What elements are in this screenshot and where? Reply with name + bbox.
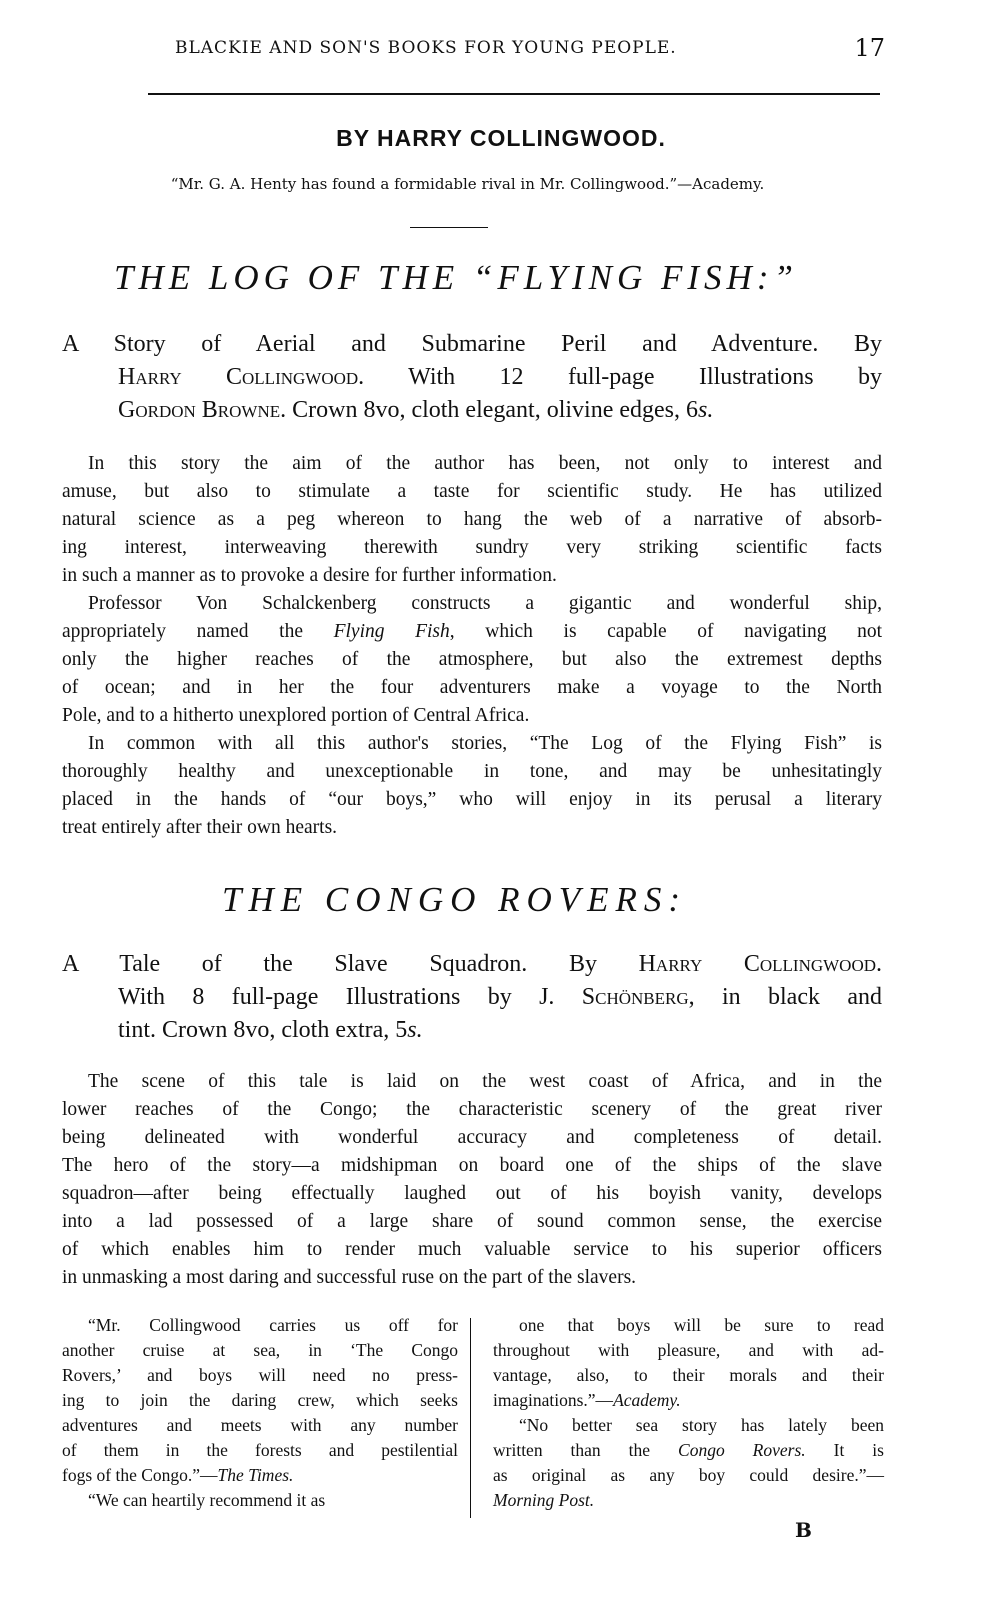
text-run: adventures and meets with any number xyxy=(62,1415,458,1435)
text-run: “Mr. Collingwood carries us off for xyxy=(88,1315,458,1335)
text-run: as original as any boy could desire.”— xyxy=(493,1465,884,1485)
text-line xyxy=(493,1388,884,1413)
text-run: placed in the hands of “our boys,” who will enjoy in its perusal a literary xyxy=(62,789,882,810)
text-run: A Story of Aerial and Submarine Peril and Adventure. By xyxy=(62,331,882,357)
text-run: The scene of this tale is laid on the west coast of Africa, and in the xyxy=(88,1071,882,1092)
text-run: In this story the aim of the author has been, not only to interest and xyxy=(88,453,882,474)
text-line xyxy=(62,1413,458,1438)
text-run: throughout with pleasure, and with ad- xyxy=(493,1340,884,1360)
book-description xyxy=(62,450,882,842)
text-run: , in black and xyxy=(688,984,882,1010)
text-run: The Times. xyxy=(217,1465,294,1485)
text-line xyxy=(62,1463,458,1488)
text-run: one that boys will be sure to read xyxy=(519,1315,884,1335)
text-line xyxy=(62,1338,458,1363)
text-line xyxy=(62,394,882,427)
book-description xyxy=(62,1068,882,1292)
text-line xyxy=(62,1208,882,1236)
page-number: 17 xyxy=(854,34,885,62)
text-run: in such a manner as to provoke a desire for further information. xyxy=(62,565,557,586)
text-run: Crown 8vo, cloth elegant, olivine edges, 6 xyxy=(286,397,699,423)
press-quote: “Mr. G. A. Henty has found a formidable rival in Mr. Collingwood.”—Academy. xyxy=(170,175,765,193)
text-line xyxy=(62,1236,882,1264)
text-run: Congo Rovers. xyxy=(678,1440,806,1460)
text-run: imaginations.”— xyxy=(493,1390,614,1410)
text-run: Academy. xyxy=(613,1390,681,1410)
text-line xyxy=(62,730,882,758)
text-line xyxy=(493,1313,884,1338)
text-run: tint. Crown 8vo, cloth extra, 5 xyxy=(118,1017,408,1043)
text-run: , which is capable of navigating not xyxy=(449,621,882,642)
text-run: of them in the forests and pestilential xyxy=(62,1440,458,1460)
text-run: in unmasking a most daring and successful ruse on the part of the slavers. xyxy=(62,1267,637,1288)
text-run: Schönberg xyxy=(581,984,689,1010)
text-line xyxy=(62,328,882,361)
header-rule xyxy=(148,93,880,95)
text-run: of which enables him to render much valuable service to his superior officers xyxy=(62,1239,882,1260)
text-run: treat entirely after their own hearts. xyxy=(62,817,338,838)
signature-mark: B xyxy=(795,1518,812,1542)
text-line xyxy=(62,562,882,590)
text-run: Morning Post. xyxy=(493,1490,595,1510)
text-run: Pole, and to a hitherto unexplored portion of Central Africa. xyxy=(62,705,530,726)
text-run: vantage, also, to their morals and their xyxy=(493,1365,884,1385)
text-line xyxy=(493,1338,884,1363)
section-rule xyxy=(410,227,488,228)
text-line xyxy=(62,981,882,1014)
book-title: THE LOG OF THE “FLYING FISH:” xyxy=(114,258,798,297)
reviews-left-column xyxy=(62,1313,458,1513)
text-line xyxy=(62,478,882,506)
text-line xyxy=(62,674,882,702)
text-line xyxy=(62,590,882,618)
running-header xyxy=(175,34,885,62)
text-line xyxy=(62,758,882,786)
book-subtitle xyxy=(62,328,882,427)
text-run: In common with all this author's stories, “The Log of the Flying Fish” is xyxy=(88,733,882,754)
text-run: Gordon Browne. xyxy=(118,397,287,423)
text-line xyxy=(62,786,882,814)
text-line xyxy=(493,1413,884,1438)
text-run: fogs of the Congo.”— xyxy=(62,1465,218,1485)
text-line xyxy=(62,1180,882,1208)
text-run: s. xyxy=(407,1017,423,1043)
book-title: THE CONGO ROVERS: xyxy=(222,880,688,919)
text-run: natural science as a peg whereon to hang the web of a narrative of absorb- xyxy=(62,509,882,530)
text-line xyxy=(62,618,882,646)
text-run: thoroughly healthy and unexceptionable in tone, and may be unhesitatingly xyxy=(62,761,882,782)
text-line xyxy=(62,814,882,842)
text-run: appropriately named the xyxy=(62,621,334,642)
text-line xyxy=(62,1438,458,1463)
text-line xyxy=(62,646,882,674)
text-line xyxy=(62,1313,458,1338)
text-line xyxy=(62,1124,882,1152)
text-line xyxy=(62,450,882,478)
text-line xyxy=(62,702,882,730)
text-line xyxy=(62,1488,458,1513)
text-run: s. xyxy=(698,397,714,423)
text-run: another cruise at sea, in ‘The Congo xyxy=(62,1340,458,1360)
text-run: only the higher reaches of the atmosphere, but also the extremest depths xyxy=(62,649,882,670)
text-line xyxy=(62,1096,882,1124)
text-run: ing to join the daring crew, which seeks xyxy=(62,1390,458,1410)
text-run: With 12 full-page Illustrations by xyxy=(364,364,882,390)
text-line xyxy=(62,361,882,394)
text-line xyxy=(62,1068,882,1096)
text-line xyxy=(62,1014,882,1047)
text-run: Flying Fish xyxy=(333,621,450,642)
text-line xyxy=(493,1438,884,1463)
text-run: “No better sea story has lately been xyxy=(519,1415,884,1435)
text-line xyxy=(62,1264,882,1292)
book-subtitle xyxy=(62,948,882,1047)
text-run: The hero of the story—a midshipman on board one of the ships of the slave xyxy=(62,1155,882,1176)
text-line xyxy=(62,506,882,534)
text-run: ing interest, interweaving therewith sundry very striking scientific facts xyxy=(62,537,882,558)
text-run: amuse, but also to stimulate a taste for scientific study. He has utilized xyxy=(62,481,882,502)
text-run: It is xyxy=(805,1440,884,1460)
text-line xyxy=(62,1363,458,1388)
text-run: Rovers,’ and boys will need no press- xyxy=(62,1365,458,1385)
text-run: squadron—after being effectually laughed out of his boyish vanity, develops xyxy=(62,1183,882,1204)
text-line xyxy=(62,534,882,562)
text-run: of ocean; and in her the four adventurers make a voyage to the North xyxy=(62,677,882,698)
text-line xyxy=(493,1363,884,1388)
text-run: written than the xyxy=(493,1440,679,1460)
text-run: lower reaches of the Congo; the characteristic scenery of the great river xyxy=(62,1099,882,1120)
text-run: into a lad possessed of a large share of sound common sense, the exercise xyxy=(62,1211,882,1232)
text-line xyxy=(62,1152,882,1180)
reviews-right-column xyxy=(493,1313,884,1513)
text-run: Harry Collingwood. xyxy=(638,951,882,977)
text-run: “We can heartily recommend it as xyxy=(88,1490,326,1510)
text-run: being delineated with wonderful accuracy and completeness of detail. xyxy=(62,1127,882,1148)
text-line xyxy=(493,1463,884,1488)
text-run: With 8 full-page Illustrations by J. xyxy=(118,984,582,1010)
text-run: Harry Collingwood. xyxy=(118,364,365,390)
author-heading: BY HARRY COLLINGWOOD. xyxy=(336,125,666,151)
column-divider xyxy=(470,1318,471,1518)
running-title: BLACKIE AND SON'S BOOKS FOR YOUNG PEOPLE. xyxy=(175,38,677,58)
text-line xyxy=(493,1488,884,1513)
text-run: A Tale of the Slave Squadron. By xyxy=(62,951,639,977)
text-line xyxy=(62,948,882,981)
text-line xyxy=(62,1388,458,1413)
text-run: Professor Von Schalckenberg constructs a gigantic and wonderful ship, xyxy=(88,593,882,614)
